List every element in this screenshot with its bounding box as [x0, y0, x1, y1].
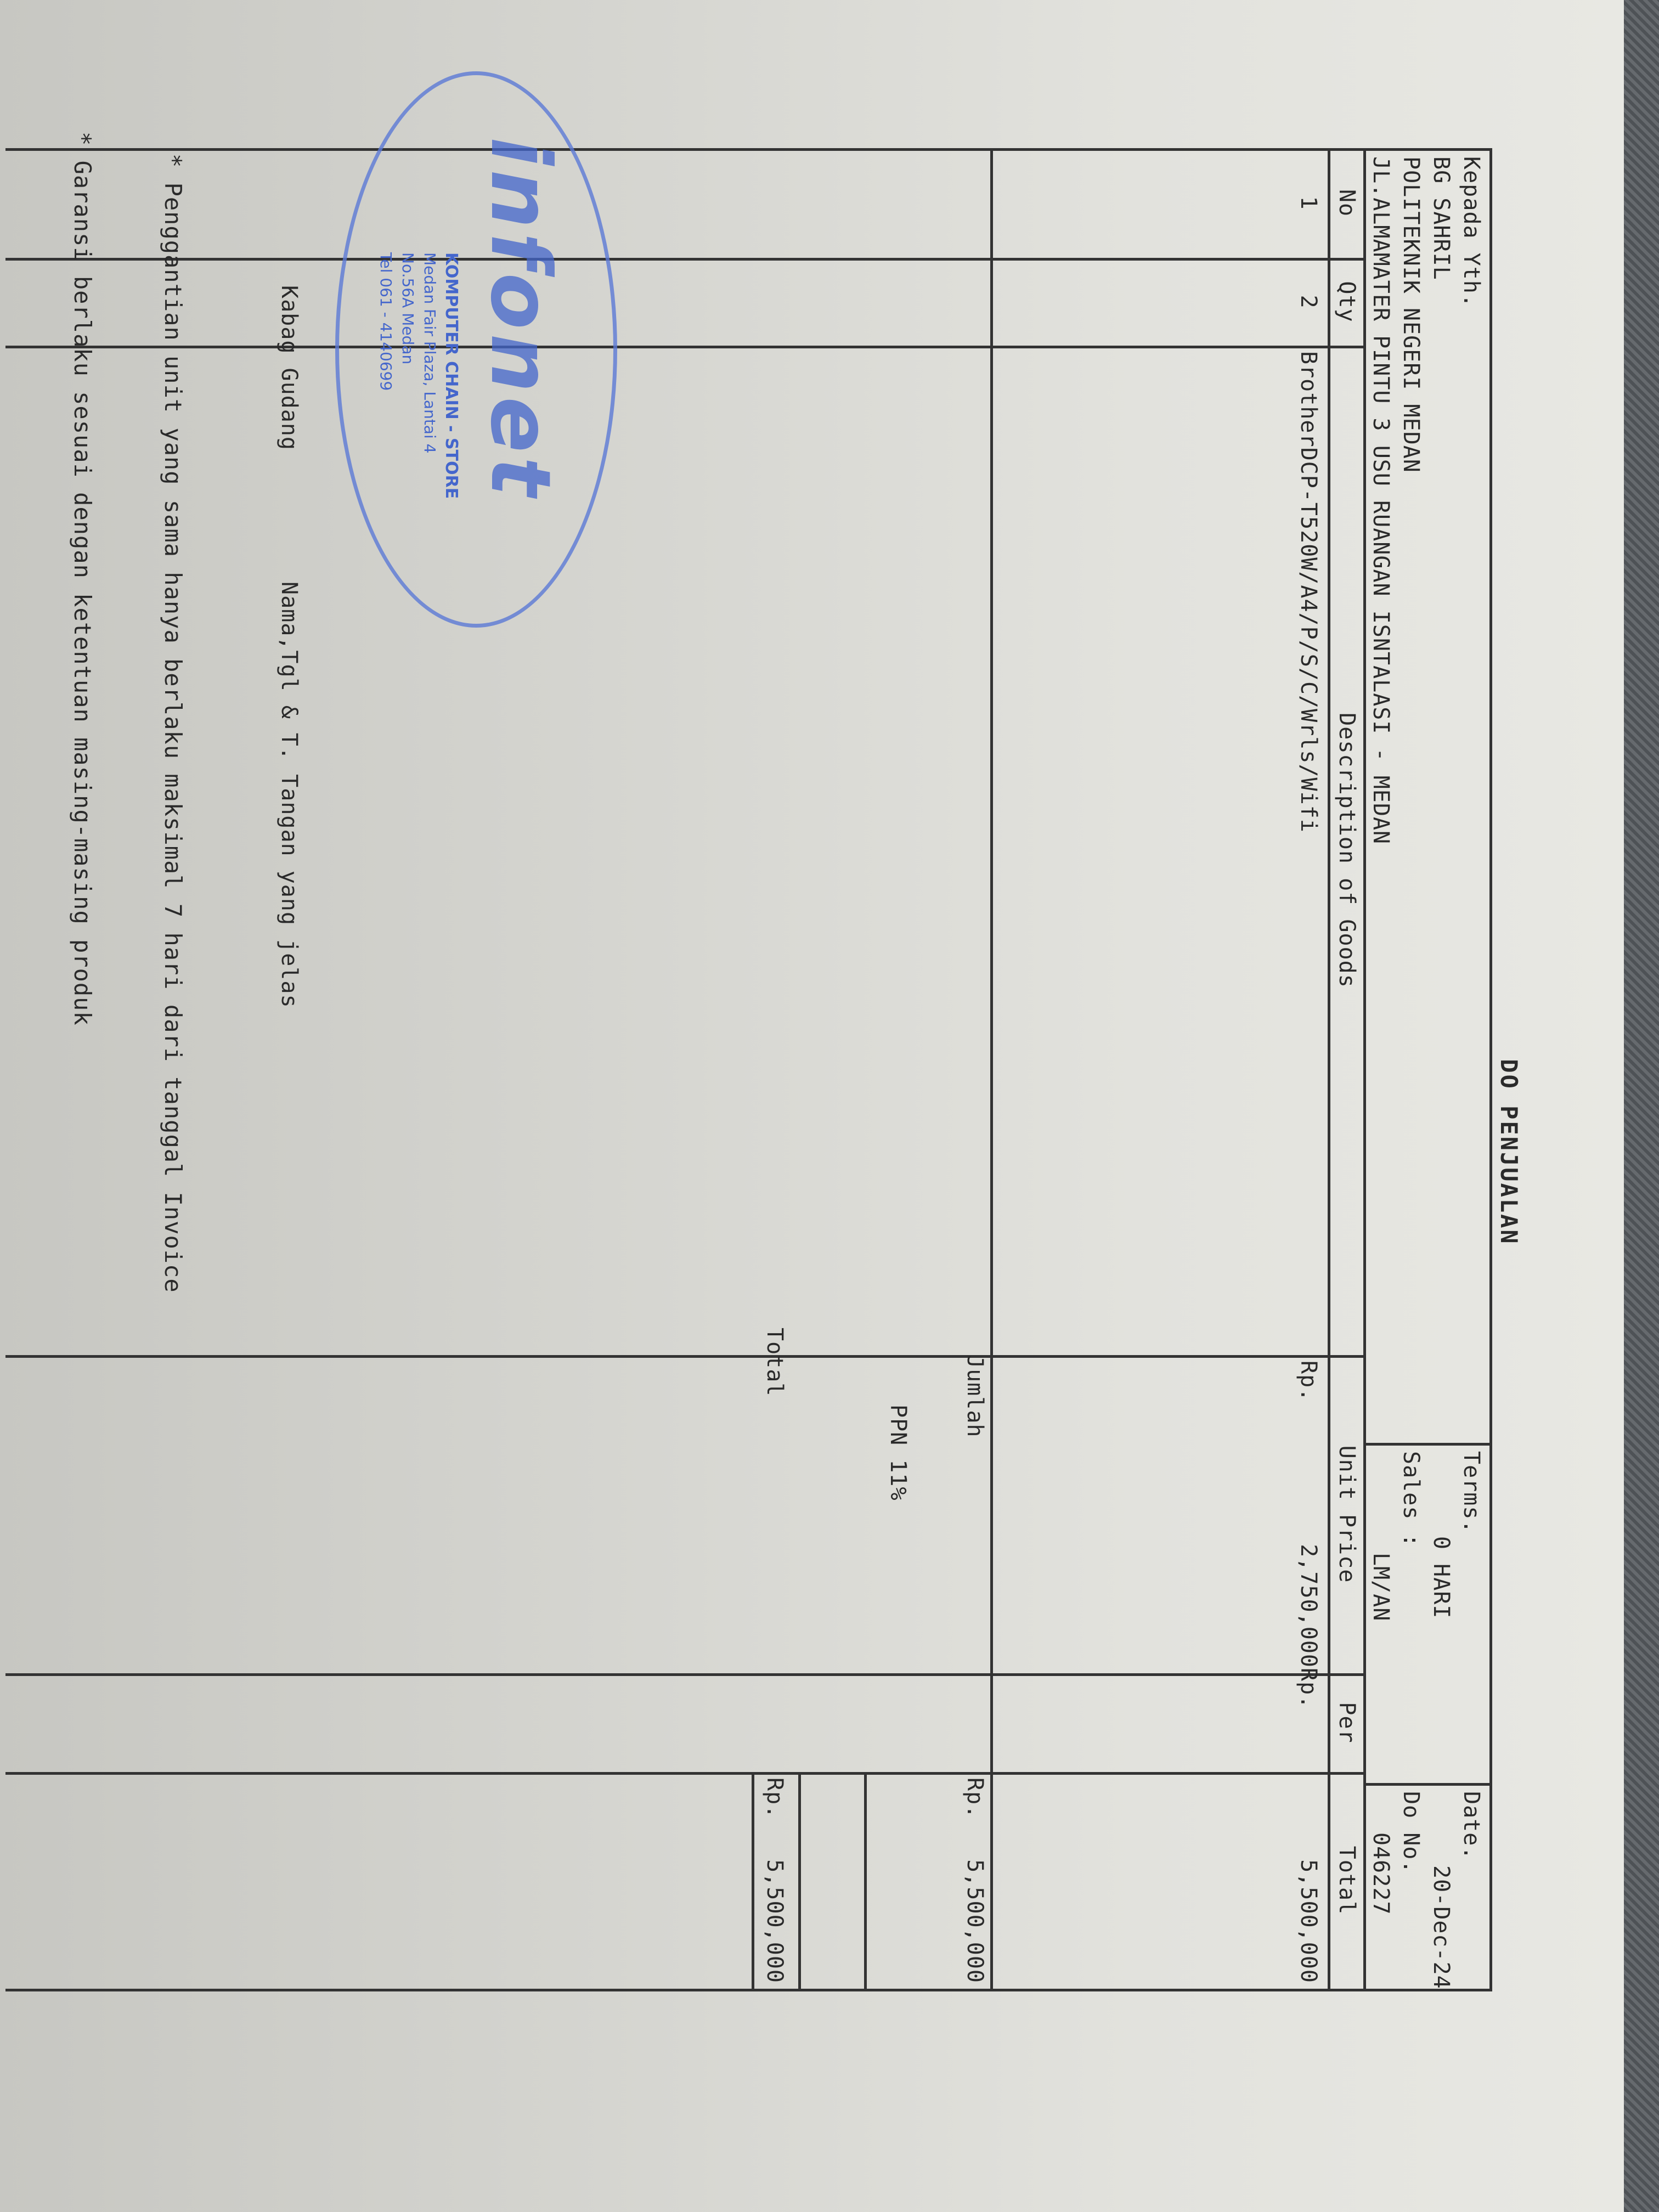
row-total-currency: Rp. — [1296, 1668, 1321, 1709]
row-description: BrotherDCP-T520W/A4/P/S/C/Wrls/Wifi — [1296, 351, 1321, 833]
col-divider-no — [5, 258, 1366, 261]
total-currency: Rp. — [762, 1778, 787, 1819]
date-value: 20-Dec-24 — [1429, 1865, 1454, 1989]
summary-bottom-line — [752, 1772, 754, 1989]
col-header-no: No — [1334, 189, 1359, 217]
total-value: 5,500,000 — [762, 1859, 787, 1983]
col-header-qty: Qty — [1334, 281, 1359, 323]
sales-value: LM/AN — [1368, 1553, 1393, 1622]
stamp-line-4: Tel 061 - 4140699 — [377, 252, 395, 391]
jumlah-label: Jumlah — [962, 1355, 988, 1438]
do-number-label: Do No. — [1398, 1791, 1424, 1874]
col-header-unit-price: Unit Price — [1334, 1445, 1359, 1583]
jumlah-currency: Rp. — [962, 1778, 988, 1819]
row-total: 5,500,000 — [1296, 1859, 1321, 1983]
col-divider-price — [5, 1673, 1366, 1676]
header-divider-1 — [1366, 1443, 1492, 1446]
stamp-line-2: Medan Fair Plaza, Lantai 4 — [421, 252, 439, 454]
recipient-label: Kepada Yth. — [1459, 156, 1484, 308]
company-stamp — [343, 71, 617, 620]
total-label: Total — [762, 1328, 787, 1397]
row-unit-price: 2,750,000 — [1296, 1544, 1321, 1668]
note-warranty: * Garansi berlaku sesuai dengan ketentuan masing-masing produk — [69, 132, 96, 1026]
jumlah-value: 5,500,000 — [962, 1859, 988, 1983]
col-header-description: Description of Goods — [1334, 713, 1359, 988]
date-label: Date. — [1459, 1791, 1484, 1860]
header-top-line — [1489, 148, 1492, 1989]
row-qty: 2 — [1296, 295, 1321, 309]
border-right — [5, 1989, 1492, 1991]
summary-top-line — [990, 148, 993, 1989]
row-unit-currency: Rp. — [1296, 1361, 1321, 1402]
summary-line-1 — [864, 1772, 867, 1989]
col-divider-qty — [5, 346, 1366, 348]
sales-label: Sales : — [1398, 1451, 1424, 1548]
col-divider-per — [5, 1772, 1366, 1775]
border-left — [5, 148, 1492, 151]
header-divider-2 — [1366, 1783, 1492, 1786]
stamp-brand: infonet — [472, 137, 568, 501]
recipient-address: JL.ALMAMATER PINTU 3 USU RUANGAN ISNTALASI - MEDAN — [1368, 156, 1393, 845]
ppn-label: PPN 11% — [885, 1404, 911, 1501]
col-header-per: Per — [1334, 1702, 1359, 1743]
recipient-institution: POLITEKNIK NEGERI MEDAN — [1398, 156, 1424, 473]
stamp-line-1: KOMPUTER CHAIN - STORE — [442, 252, 461, 499]
do-number-value: 046227 — [1368, 1832, 1393, 1915]
table-top-line — [1363, 148, 1366, 1989]
stamp-line-3: No.56A Medan — [399, 252, 417, 365]
table-header-bottom-line — [1328, 148, 1330, 1989]
terms-value: 0 HARI — [1429, 1536, 1454, 1619]
row-no: 1 — [1296, 196, 1321, 210]
col-header-total: Total — [1334, 1846, 1359, 1915]
kabag-gudang-label: Kabag Gudang — [276, 285, 302, 450]
col-divider-desc — [5, 1355, 1366, 1358]
document-title: DO PENJUALAN — [1496, 1059, 1522, 1245]
signature-instruction: Nama,Tgl & T. Tangan yang jelas — [276, 582, 302, 1008]
summary-line-2 — [798, 1772, 801, 1989]
note-replacement: * Penggantian unit yang sama hanya berlaku maksimal 7 hari dari tanggal Invoice — [160, 154, 187, 1293]
recipient-name: BG SAHRIL — [1429, 156, 1454, 280]
terms-label: Terms. — [1459, 1451, 1484, 1534]
